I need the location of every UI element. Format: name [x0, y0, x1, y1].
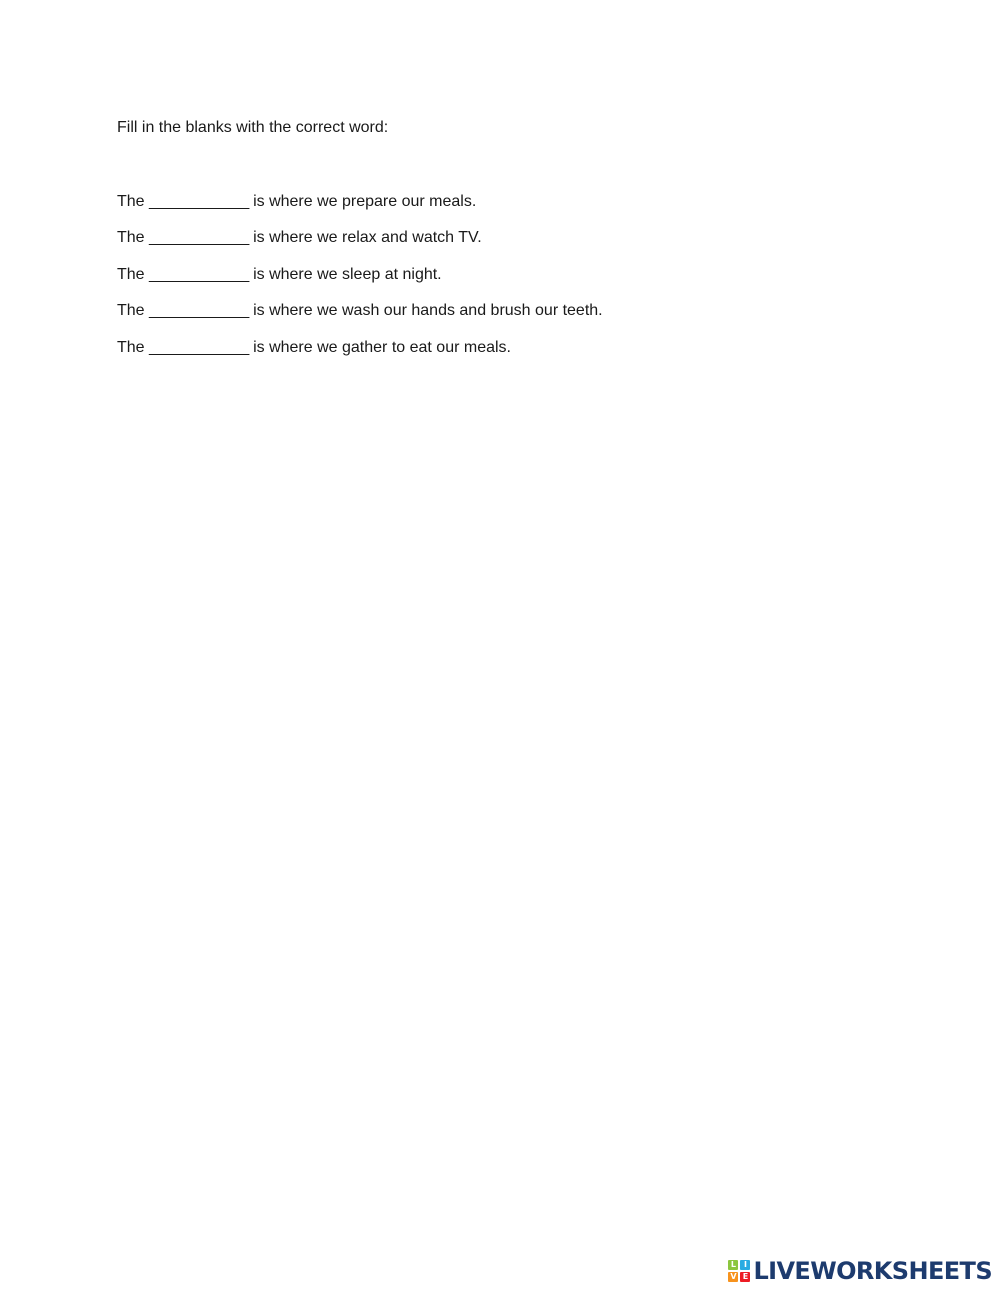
answer-blank[interactable]: ____________ [149, 302, 249, 319]
logo-tile: V [730, 1272, 737, 1281]
sentence-start: The [117, 302, 145, 319]
logo-tile: I [740, 1260, 750, 1270]
sentence-5 [117, 338, 511, 358]
answer-blank[interactable]: ____________ [149, 193, 249, 210]
instructions-text: Fill in the blanks with the correct word: [117, 119, 389, 136]
answer-blank[interactable]: ____________ [149, 339, 249, 356]
answer-blank[interactable]: ____________ [149, 229, 249, 246]
sentence-end: is where we relax and watch TV. [253, 229, 482, 246]
logo-tile: L [728, 1260, 738, 1270]
sentence-start: The [117, 193, 145, 210]
logo-tiles-icon [728, 1260, 750, 1282]
sentence-4 [117, 301, 603, 321]
sentence-start: The [117, 229, 145, 246]
sentence-2 [117, 228, 482, 248]
sentence-1 [117, 192, 476, 212]
logo-tile: E [740, 1272, 750, 1282]
liveworksheets-logo [728, 1257, 992, 1285]
sentence-end: is where we prepare our meals. [253, 193, 477, 210]
sentence-end: is where we gather to eat our meals. [253, 339, 511, 356]
logo-text: LIVEWORKSHEETS [753, 1257, 992, 1285]
sentence-start: The [117, 339, 145, 356]
sentence-3 [117, 265, 442, 285]
sentence-end: is where we wash our hands and brush our teeth. [253, 302, 603, 319]
answer-blank[interactable]: ____________ [149, 266, 249, 283]
sentence-end: is where we sleep at night. [253, 266, 442, 283]
sentence-start: The [117, 266, 145, 283]
